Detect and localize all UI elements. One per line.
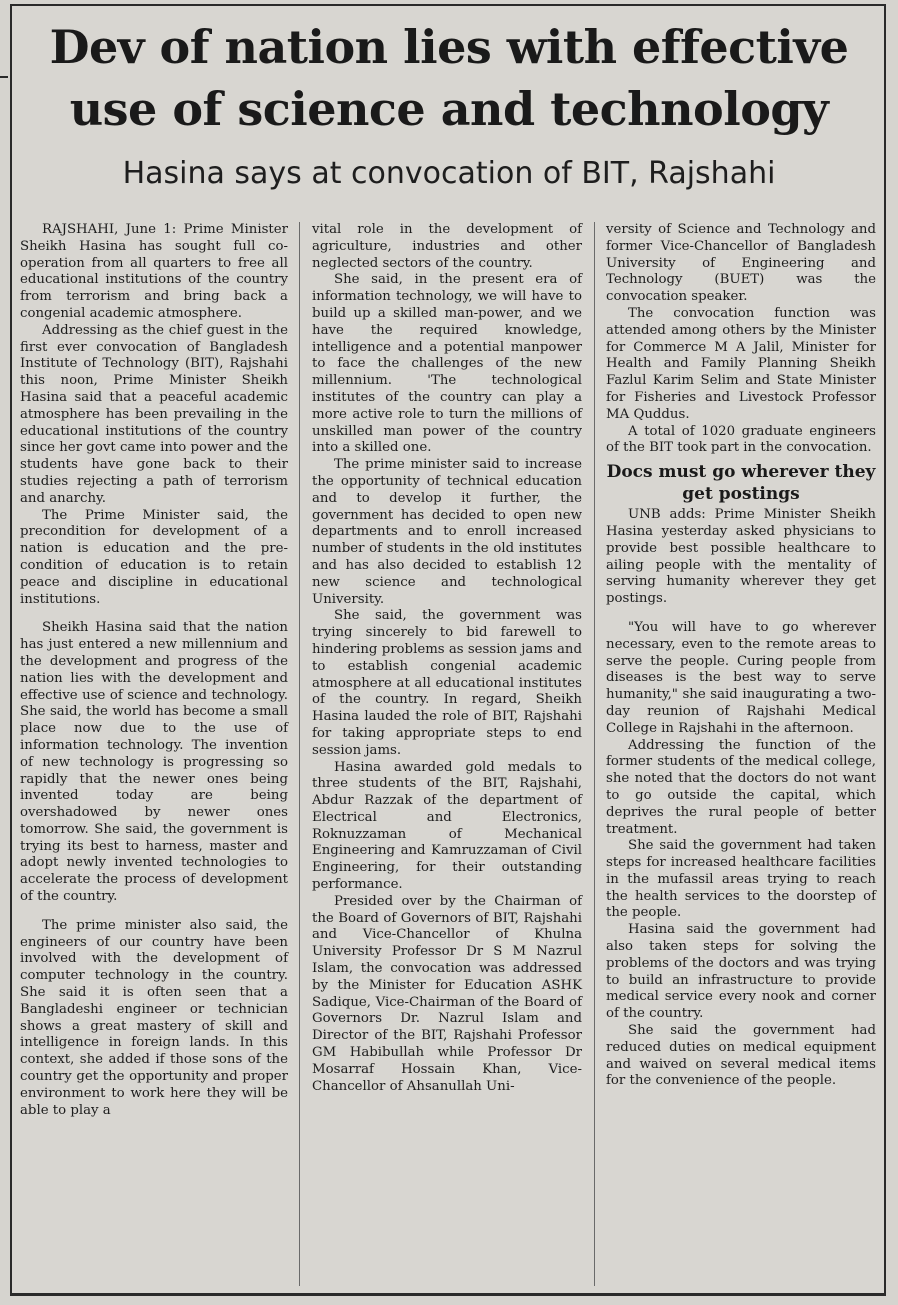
page-edge-mark	[0, 76, 8, 78]
subheadline: Hasina says at convocation of BIT, Rajshahi	[122, 156, 776, 191]
paragraph: Addressing the function of the former students of the medical college, she noted that the doctors do not want to go outside the capital, which deprives the rural people of better treatment.	[606, 737, 876, 837]
paragraph: Addressing as the chief guest in the first ever convocation of Bangladesh Institute of Technology (BIT), Rajshahi this noon, Prime Minister Sheikh Hasina said that a peaceful academic atmosphere has been prevailing in the educational institutions of the country since her govt came into power and the students have gone back to their studies rejecting a path of terrorism and anarchy.	[20, 322, 288, 506]
paragraph: UNB adds: Prime Minister Sheikh Hasina yesterday asked physicians to provide best possible healthcare to ailing people with the mentality of serving humanity wherever they get postings.	[606, 507, 876, 607]
paragraph: RAJSHAHI, June 1: Prime Minister Sheikh Hasina has sought full co-operation from all quarters to free all educational institutions of the country from terrorism and bring back a congenial academic atmosphere.	[20, 222, 288, 321]
column-1	[20, 222, 288, 1119]
paragraph: The prime minister said to increase the opportunity of technical education and to develop it further, the government has decided to open new departments and to enroll increased number of students in the old institutes and has also decided to establish 12 new science and technological University.	[312, 457, 582, 607]
column-3	[606, 222, 876, 1090]
paragraph: versity of Science and Technology and former Vice-Chancellor of Bangladesh University of Engineering and Technology (BUET) was the convocation speaker.	[606, 222, 876, 305]
paragraph: The Prime Minister said, the precondition for development of a nation is education and the pre-condition of education is to retain peace and discipline in educational institutions.	[20, 507, 288, 607]
paragraph: She said, in the present era of information technology, we will have to build up a skilled man-power, and we have the required knowledge, intelligence and a potential manpower to face the challenges of the new millennium. 'The technological institutes of the country can play a more active role to turn the millions of unskilled man power of the country into a skilled one.	[312, 272, 582, 456]
paragraph: She said the government had reduced duties on medical equipment and waived on several medical items for the convenience of the people.	[606, 1023, 876, 1089]
paragraph: vital role in the development of agriculture, industries and other neglected sectors of the country.	[312, 222, 582, 271]
paragraph: Sheikh Hasina said that the nation has just entered a new millennium and the development and progress of the nation lies with the development and effective use of science and technology. She said, the world has become a small place now due to the use of information technology. The invention of new technology is progressing so rapidly that the newer ones being invented today are being overshadowed by newer ones tomorrow. She said, the government is trying its best to harness, master and adopt newly invented technologies to accelerate the process of development of the country.	[20, 620, 288, 905]
paragraph: Hasina said the government had also taken steps for solving the problems of the doctors and was trying to build an infrastructure to provide medical service every nook and corner of the country.	[606, 922, 876, 1022]
column-2	[312, 222, 582, 1095]
paragraph: She said the government had taken steps for increased healthcare facilities in the mufassil areas trying to reach the health services to the doorstep of the people.	[606, 838, 876, 921]
paragraph: The prime minister also said, the engineers of our country have been involved with the development of computer technology in the country. She said it is often seen that a Bangladeshi engineer or technician shows a great mastery of skill and intelligence in foreign lands. In this context, she added if those sons of the country get the opportunity and proper environment to work here they will be able to play a	[20, 917, 288, 1118]
headline: Dev of nation lies with effective use of science and technology	[49, 20, 849, 136]
paragraph: The convocation function was attended among others by the Minister for Commerce M A Jalil, Minister for Health and Family Planning Sheikh Fazlul Karim Selim and State Minister for Fisheries and Livestock Professor MA Quddus.	[606, 305, 876, 422]
paragraph: "You will have to go wherever necessary, even to the remote areas to serve the people. Curing people from diseases is the best way to serve humanity," she said inaugurating a two-day reunion of Rajshahi Medical College in Rajshahi in the afternoon.	[606, 619, 876, 736]
paragraph: A total of 1020 graduate engineers of the BIT took part in the convocation.	[606, 423, 876, 456]
sidebar-heading: Docs must go wherever they get postings	[606, 462, 876, 505]
paragraph: Presided over by the Chairman of the Board of Governors of BIT, Rajshahi and Vice-Chancellor of Khulna University Professor Dr S M Nazrul Islam, the convocation was addressed by the Minister for Education ASHK Sadique, Vice-Chairman of the Board of Governors Dr. Nazrul Islam and Director of the BIT, Rajshahi Professor GM Habibullah while Professor Dr Mosarraf Hossain Khan, Vice-Chancellor of Ahsanullah Uni-	[312, 893, 582, 1094]
paragraph: Hasina awarded gold medals to three students of the BIT, Rajshahi, Abdur Razzak of the department of Electrical and Electronics, Roknuzzaman of Mechanical Engineering and Kamruzzaman of Civil Engineering, for their outstanding performance.	[312, 759, 582, 893]
column-divider	[299, 222, 300, 1286]
column-divider	[594, 222, 595, 1286]
paragraph: She said, the government was trying sincerely to bid farewell to hindering problems as session jams and to establish congenial academic atmosphere at all educational institutes of the country. In regard, Sheikh Hasina lauded the role of BIT, Rajshahi for taking appropriate steps to end session jams.	[312, 608, 582, 758]
